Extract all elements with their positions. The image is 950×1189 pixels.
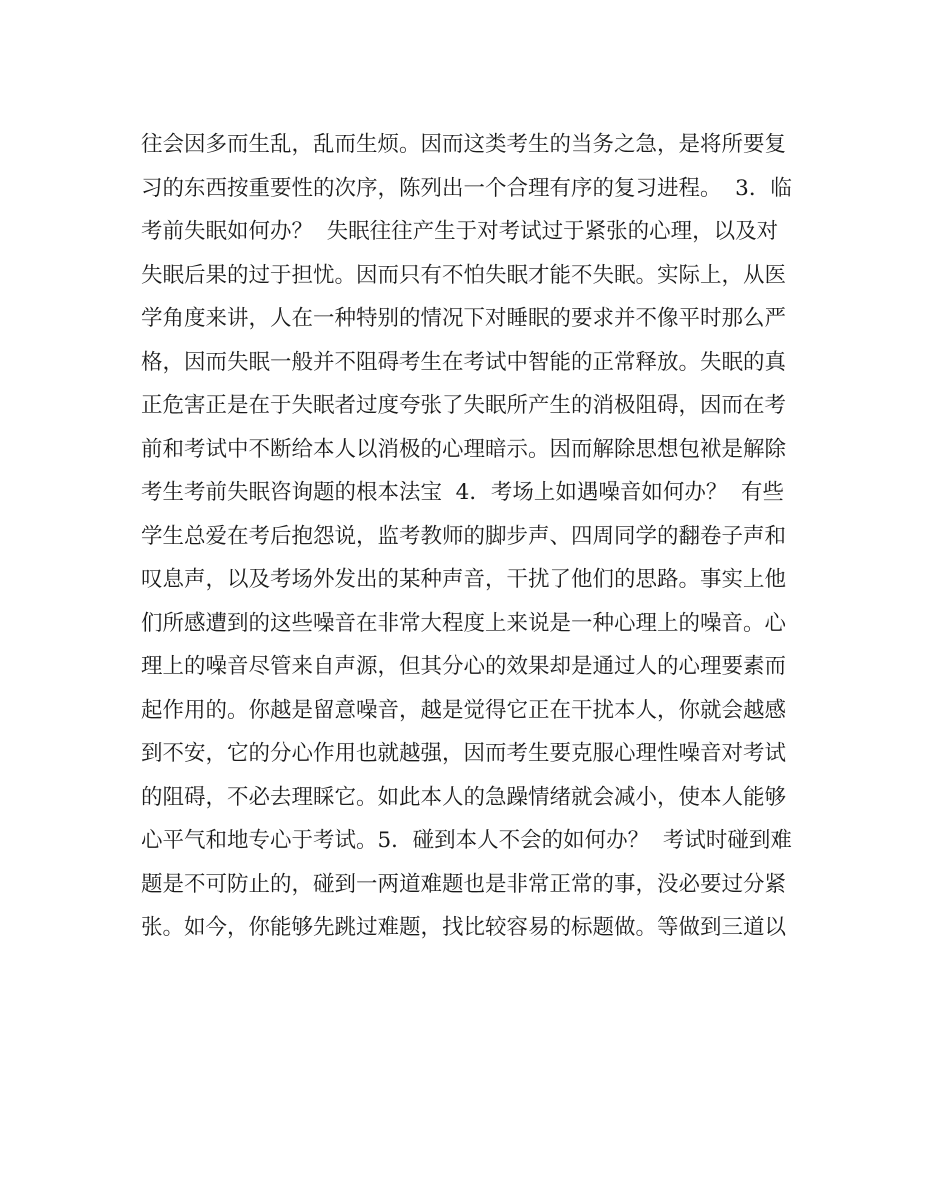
text-line: 往会因多而生乱，乱而生烦。因而这类考生的当务之急，是将所要复 (141, 132, 787, 157)
text-line: 的阻碍，不必去理睬它。如此本人的急躁情绪就会减小，使本人能够 (141, 784, 787, 810)
text-line: 考生考前失眠咨询题的根本法宝 4．考场上如遇噪音如何办？ 有些 (141, 480, 785, 505)
text-line: 叹息声，以及考场外发出的某种声音，干扰了他们的思路。事实上他 (141, 567, 787, 592)
text-line: 张。如今，你能够先跳过难题，找比较容易的标题做。等做到三道以 (141, 915, 787, 940)
text-line: 到不安，它的分心作用也就越强，因而考生要克服心理性噪音对考试 (141, 741, 787, 766)
text-line: 起作用的。你越是留意噪音，越是觉得它正在干扰本人，你就会越感 (141, 697, 787, 723)
text-line: 题是不可防止的，碰到一两道难题也是非常正常的事，没必要过分紧 (141, 871, 787, 897)
text-line: 心平气和地专心于考试。5．碰到本人不会的如何办？ 考试时碰到难 (141, 828, 792, 853)
text-line: 格，因而失眠一般并不阻碍考生在考试中智能的正常释放。失眠的真 (141, 349, 787, 375)
text-line: 学角度来讲，人在一种特别的情况下对睡眠的要求并不像平时那么严 (141, 306, 787, 331)
text-line: 们所感遭到的这些噪音在非常大程度上来说是一种心理上的噪音。心 (141, 610, 787, 636)
text-line: 前和考试中不断给本人以消极的心理暗示。因而解除思想包袱是解除 (141, 436, 787, 462)
text-line: 理上的噪音尽管来自声源，但其分心的效果却是通过人的心理要素而 (141, 654, 787, 679)
text-line: 考前失眠如何办？ 失眠往往产生于对考试过于紧张的心理，以及对 (141, 219, 779, 244)
text-line: 学生总爱在考后抱怨说，监考教师的脚步声、四周同学的翻卷子声和 (141, 523, 787, 549)
text-line: 习的东西按重要性的次序，陈列出一个合理有序的复习进程。 3．临 (141, 175, 792, 201)
text-line: 失眠后果的过于担忧。因而只有不怕失眠才能不失眠。实际上，从医 (141, 262, 787, 288)
text-line: 正危害正是在于失眠者过度夸张了失眠所产生的消极阻碍，因而在考 (141, 393, 787, 418)
body-text (141, 123, 821, 950)
